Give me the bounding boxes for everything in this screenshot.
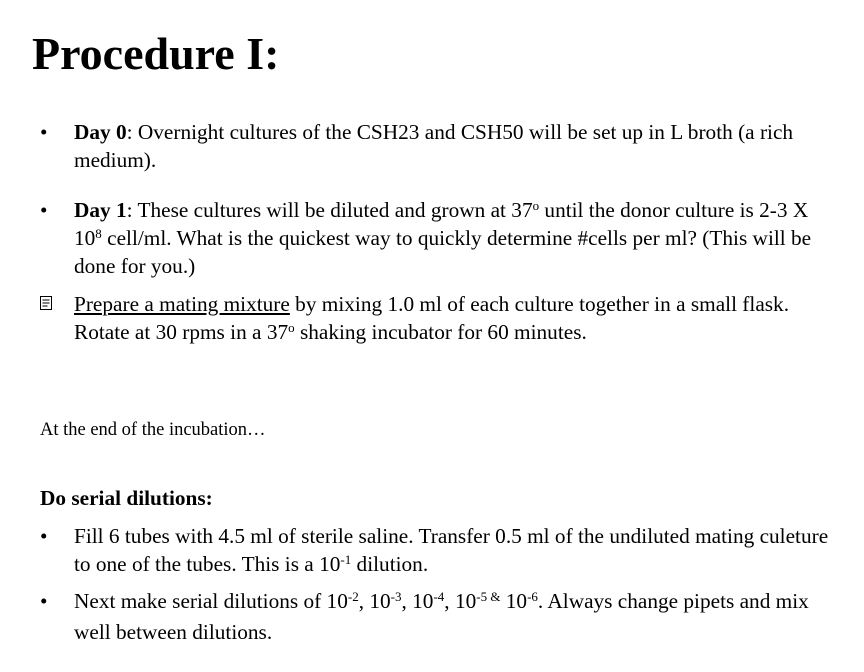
exponent-superscript: -1 bbox=[340, 552, 352, 567]
next-separator: , 10 bbox=[444, 589, 477, 613]
next-text-b: . Always change pipets and mix well between dilutions. bbox=[74, 589, 809, 644]
exponent-superscript: -2 bbox=[347, 589, 359, 604]
degree-superscript: o bbox=[288, 320, 295, 335]
serial-dilutions-heading: Do serial dilutions: bbox=[40, 486, 213, 510]
bullet-day-1 bbox=[40, 196, 830, 280]
day-1-text-b: until the donor culture is 2-3 X 10 bbox=[74, 198, 809, 250]
end-of-incubation-text: At the end of the incubation… bbox=[40, 420, 266, 440]
page-title: Procedure I: bbox=[32, 28, 280, 79]
day-1-label: Day 1 bbox=[74, 198, 127, 222]
fill-text-b: dilution. bbox=[351, 552, 429, 576]
day-1-text-a: : These cultures will be diluted and grown at 37 bbox=[126, 198, 533, 222]
day-1-text-c: cell/ml. What is the quickest way to quickly determine #cells per ml? (This will be done for you.) bbox=[74, 226, 812, 278]
exponent-superscript: -5 & bbox=[476, 589, 501, 604]
degree-superscript: o bbox=[532, 198, 540, 213]
bullet-marker: • bbox=[40, 524, 48, 548]
bullet-day-0 bbox=[40, 118, 830, 174]
bullet-marker: • bbox=[40, 120, 48, 144]
day-0-label: Day 0 bbox=[74, 120, 127, 144]
exponent-superscript: -3 bbox=[390, 589, 402, 604]
mating-text-a: by mixing 1.0 ml of each culture together in a small flask. Rotate at 30 rpms in a 37 bbox=[74, 292, 790, 344]
day-0-text: : Overnight cultures of the CSH23 and CSH50 will be set up in L broth (a rich medium). bbox=[74, 120, 794, 172]
bullet-marker: • bbox=[40, 589, 48, 613]
next-separator: , 10 bbox=[358, 589, 391, 613]
exponent-superscript: -4 bbox=[433, 589, 445, 604]
mating-text-b: shaking incubator for 60 minutes. bbox=[294, 320, 587, 344]
bullet-text bbox=[74, 290, 830, 346]
bullet-mating-mixture bbox=[40, 290, 830, 346]
bullet-text bbox=[74, 118, 830, 174]
document-icon[interactable] bbox=[40, 296, 52, 310]
next-separator: 10 bbox=[500, 589, 528, 613]
mating-mixture-link[interactable]: Prepare a mating mixture bbox=[74, 292, 290, 316]
bullet-fill-tubes bbox=[40, 522, 830, 578]
bullet-next-dilutions bbox=[40, 586, 830, 648]
exponent-superscript: 8 bbox=[95, 226, 102, 241]
next-separator: , 10 bbox=[401, 589, 434, 613]
bullet-text bbox=[74, 196, 830, 280]
next-text-a: Next make serial dilutions of 10 bbox=[74, 589, 348, 613]
bullet-marker: • bbox=[40, 198, 48, 222]
bullet-text bbox=[74, 522, 830, 578]
fill-text-a: Fill 6 tubes with 4.5 ml of sterile saline. Transfer 0.5 ml of the undiluted mating culeture to one of the tubes. This is a 10 bbox=[74, 524, 829, 576]
bullet-text bbox=[74, 586, 830, 648]
exponent-superscript: -6 bbox=[527, 589, 538, 604]
